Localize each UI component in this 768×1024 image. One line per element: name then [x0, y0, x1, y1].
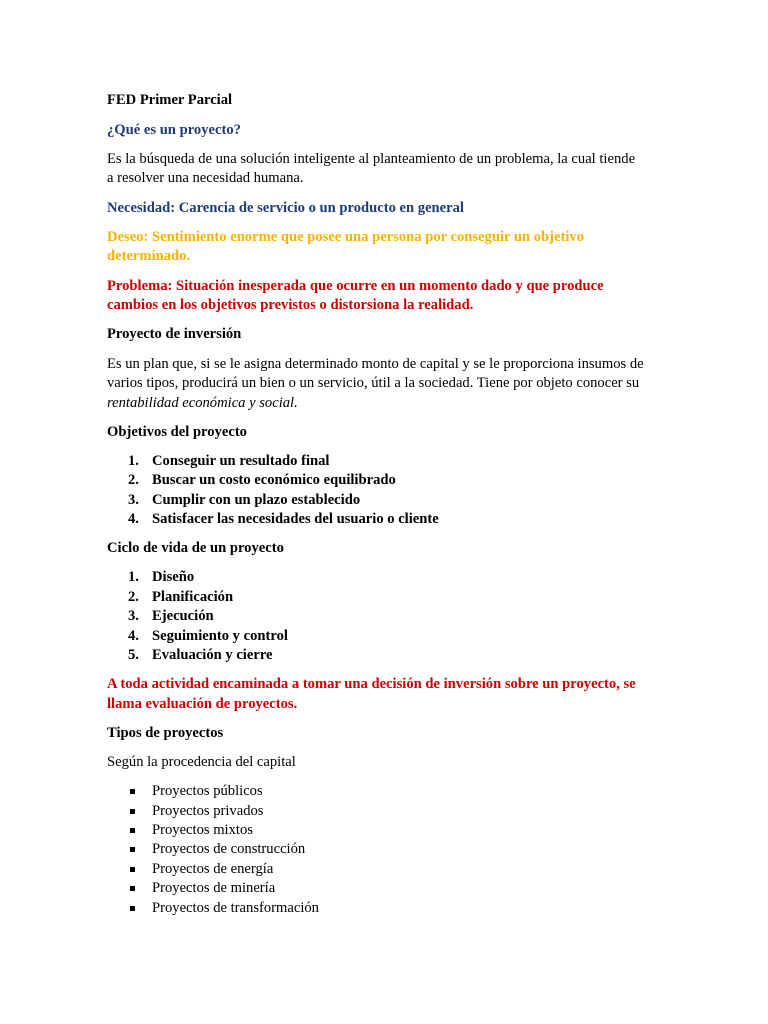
list-text: Evaluación y cierre: [152, 647, 273, 664]
text-line: Deseo: Sentimiento enorme que posee una persona por conseguir un objetivo: [107, 228, 584, 245]
list-text: Proyectos de energía: [152, 860, 274, 877]
list-text: Proyectos mixtos: [152, 822, 253, 839]
list-item: [107, 879, 667, 898]
text-line: a resolver una necesidad humana.: [107, 170, 304, 187]
paragraph-inversion: [107, 355, 667, 414]
list-item: [107, 627, 667, 646]
list-text: Conseguir un resultado final: [152, 453, 330, 470]
square-bullet-icon: [130, 906, 135, 911]
subheading-procedencia: Según la procedencia del capital: [107, 754, 296, 771]
square-bullet-icon: [130, 847, 135, 852]
list-item: [107, 802, 667, 821]
list-tipos: [107, 782, 667, 918]
list-number: 3.: [128, 491, 139, 508]
text-line: Es la búsqueda de una solución inteligente al planteamiento de un problema, la cual tiende: [107, 150, 636, 167]
list-item: [107, 452, 667, 471]
text-line: llama evaluación de proyectos.: [107, 695, 298, 712]
square-bullet-icon: [130, 867, 135, 872]
heading-que-es-proyecto: ¿Qué es un proyecto?: [107, 121, 241, 138]
list-text: Proyectos de minería: [152, 880, 276, 897]
list-text: Buscar un costo económico equilibrado: [152, 472, 396, 489]
list-item: [107, 821, 667, 840]
list-item: [107, 899, 667, 918]
definition-deseo: [107, 228, 667, 267]
list-item: [107, 568, 667, 587]
list-text: Proyectos de transformación: [152, 899, 319, 916]
list-text: Proyectos públicos: [152, 783, 263, 800]
list-item: [107, 646, 667, 665]
list-ciclo: [107, 568, 667, 665]
heading-ciclo-vida: Ciclo de vida de un proyecto: [107, 540, 284, 557]
list-text: Ejecución: [152, 608, 214, 625]
note-evaluacion: [107, 675, 667, 714]
italic-text: rentabilidad económica y social.: [107, 394, 298, 411]
square-bullet-icon: [130, 809, 135, 814]
list-item: [107, 588, 667, 607]
list-item: [107, 510, 667, 529]
list-text: Satisfacer las necesidades del usuario o cliente: [152, 511, 439, 528]
text-line: varios tipos, producirá un bien o un servicio, útil a la sociedad. Tiene por objeto conocer su: [107, 375, 640, 392]
document-title: FED Primer Parcial: [107, 92, 233, 108]
heading-tipos: Tipos de proyectos: [107, 724, 224, 741]
list-number: 4.: [128, 511, 139, 528]
list-item: [107, 860, 667, 879]
list-item: [107, 491, 667, 510]
list-number: 1.: [128, 453, 139, 470]
square-bullet-icon: [130, 886, 135, 891]
list-item: [107, 471, 667, 490]
list-number: 3.: [128, 608, 139, 625]
list-text: Proyectos de construcción: [152, 841, 306, 858]
paragraph-definicion: [107, 150, 667, 189]
list-text: Planificación: [152, 588, 234, 605]
list-text: Seguimiento y control: [152, 627, 288, 644]
list-text: Cumplir con un plazo establecido: [152, 491, 361, 508]
list-number: 5.: [128, 647, 139, 664]
list-item: [107, 782, 667, 801]
text-line: A toda actividad encaminada a tomar una decisión de inversión sobre un proyecto, se: [107, 676, 636, 693]
definition-necesidad: Necesidad: Carencia de servicio o un producto en general: [107, 199, 464, 216]
list-text: Diseño: [152, 569, 195, 586]
list-objetivos: [107, 452, 667, 530]
document-page: [107, 91, 667, 928]
list-number: 2.: [128, 472, 139, 489]
list-number: 1.: [128, 569, 139, 586]
list-item: [107, 607, 667, 626]
text-line: Es un plan que, si se le asigna determinado monto de capital y se le proporciona insumos de: [107, 355, 644, 372]
square-bullet-icon: [130, 828, 135, 833]
heading-objetivos: Objetivos del proyecto: [107, 423, 247, 440]
heading-proyecto-inversion: Proyecto de inversión: [107, 326, 242, 343]
list-number: 4.: [128, 627, 139, 644]
text-line: cambios en los objetivos previstos o distorsiona la realidad.: [107, 297, 474, 314]
list-number: 2.: [128, 588, 139, 605]
list-item: [107, 840, 667, 859]
text-line: [107, 394, 667, 414]
square-bullet-icon: [130, 789, 135, 794]
text-line: Problema: Situación inesperada que ocurre en un momento dado y que produce: [107, 277, 604, 294]
definition-problema: [107, 277, 667, 316]
text-line: determinado.: [107, 248, 191, 265]
list-text: Proyectos privados: [152, 802, 264, 819]
